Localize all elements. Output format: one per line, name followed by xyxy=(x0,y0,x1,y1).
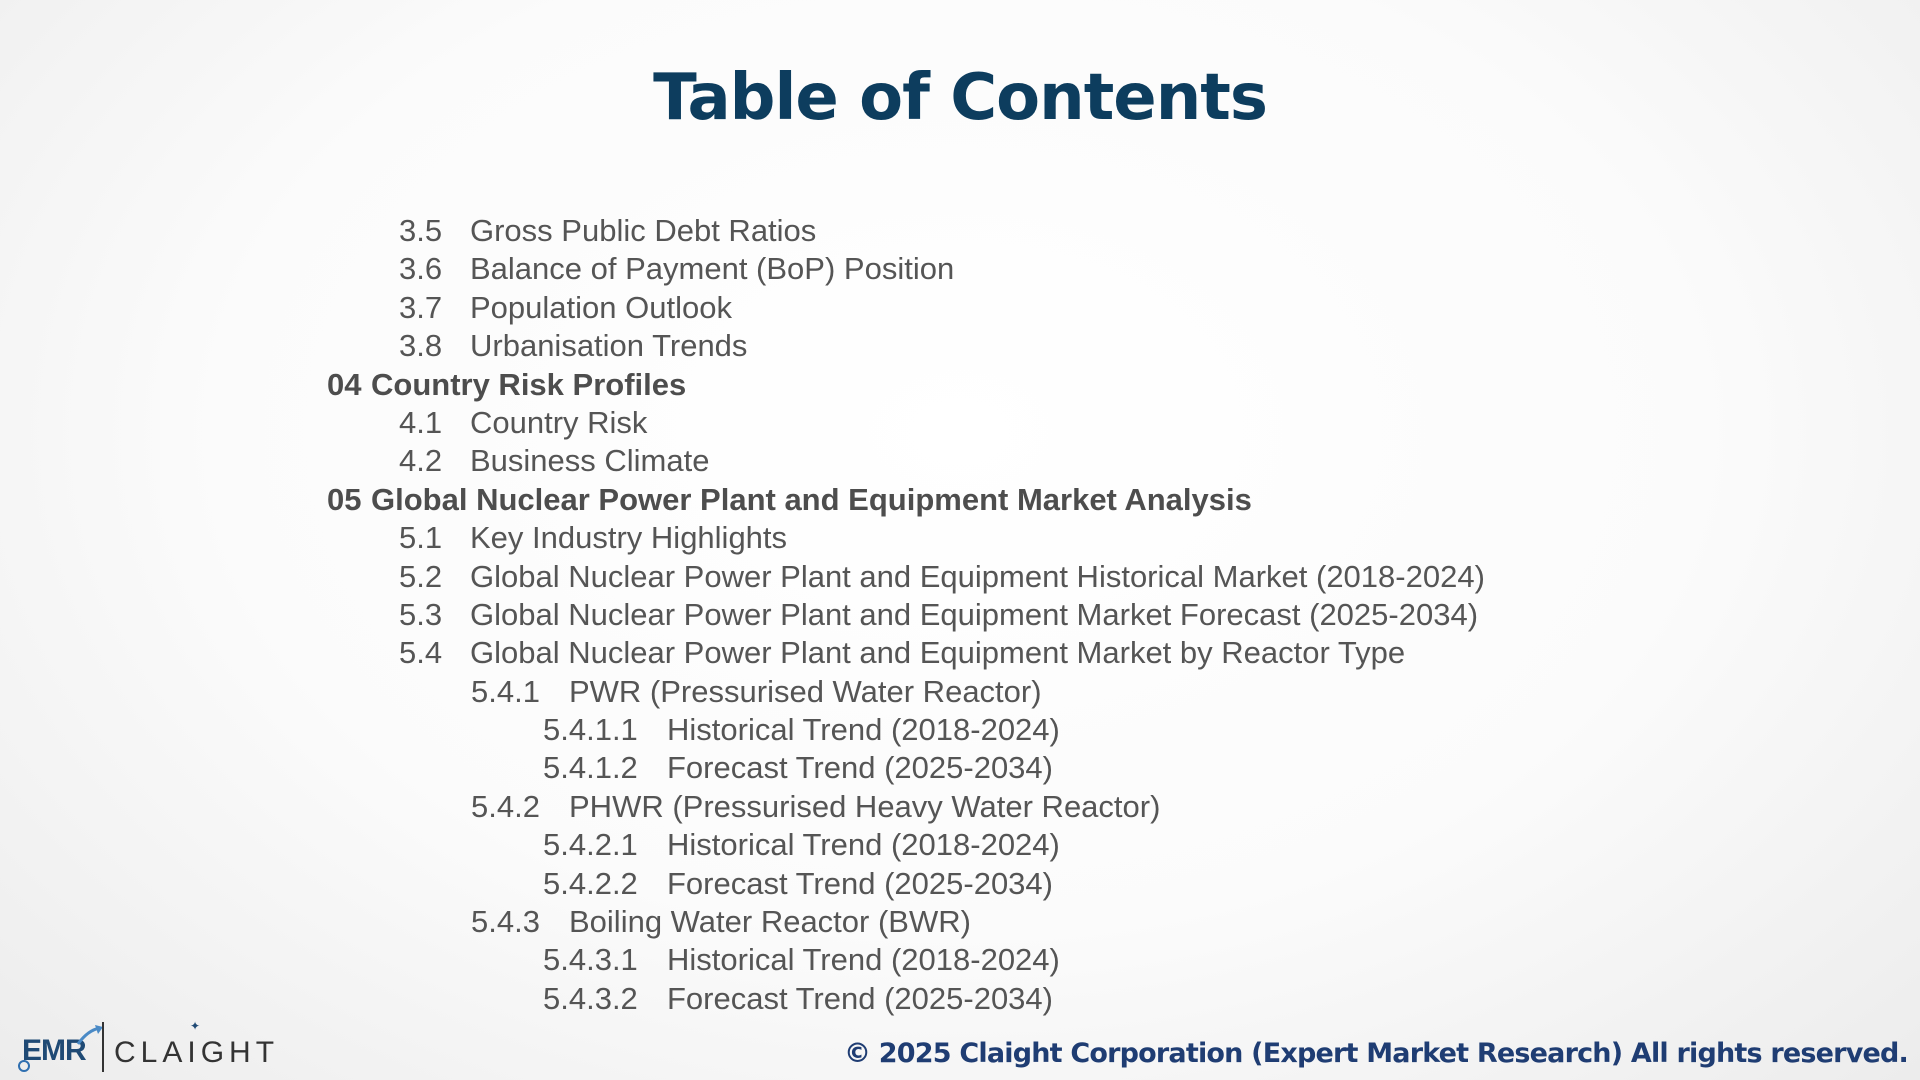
toc-entry xyxy=(0,212,1920,250)
toc-text: Key Industry Highlights xyxy=(470,520,788,556)
toc-entry xyxy=(0,250,1920,288)
toc-number: 5.4.2 xyxy=(471,788,540,824)
toc-text: Population Outlook xyxy=(470,289,732,325)
toc-number: 5.4.1.1 xyxy=(543,712,638,748)
toc-entry xyxy=(0,903,1920,941)
table-of-contents xyxy=(0,212,1920,1018)
toc-chapter xyxy=(0,481,1920,519)
toc-entry xyxy=(0,826,1920,864)
toc-number: 5.4.1 xyxy=(471,673,540,709)
toc-number: 5.4.2.1 xyxy=(543,827,638,863)
toc-text: Country Risk Profiles xyxy=(371,366,687,402)
toc-number: 3.7 xyxy=(399,289,443,325)
toc-text: Country Risk xyxy=(470,404,648,440)
logo-claight-text: CLAIGHT xyxy=(114,1036,280,1069)
toc-number: 5.4.3.1 xyxy=(543,942,638,978)
toc-number: 4.2 xyxy=(399,443,443,479)
copyright-notice: © 2025 Claight Corporation (Expert Market Research) All rights reserved. xyxy=(844,1038,1908,1069)
toc-number: 05 xyxy=(327,481,362,517)
toc-text: Forecast Trend (2025-2034) xyxy=(667,980,1053,1016)
toc-text: Urbanisation Trends xyxy=(470,328,748,364)
toc-number: 5.4.1.2 xyxy=(543,750,638,786)
toc-chapter xyxy=(0,366,1920,404)
toc-text: PWR (Pressurised Water Reactor) xyxy=(569,673,1042,709)
toc-number: 3.6 xyxy=(399,251,443,287)
toc-number: 5.4 xyxy=(399,635,443,671)
toc-number: 5.4.3.2 xyxy=(543,980,638,1016)
toc-text: Global Nuclear Power Plant and Equipment Market Forecast (2025-2034) xyxy=(470,596,1479,632)
toc-entry xyxy=(0,980,1920,1018)
page-title: Table of Contents xyxy=(653,61,1267,135)
toc-entry xyxy=(0,327,1920,365)
toc-entry xyxy=(0,596,1920,634)
toc-number: 4.1 xyxy=(399,404,443,440)
toc-number: 5.4.2.2 xyxy=(543,865,638,901)
toc-text: Global Nuclear Power Plant and Equipment Historical Market (2018-2024) xyxy=(470,558,1485,594)
toc-entry xyxy=(0,941,1920,979)
toc-text: Boiling Water Reactor (BWR) xyxy=(569,904,971,940)
toc-entry xyxy=(0,442,1920,480)
toc-entry xyxy=(0,673,1920,711)
toc-number: 5.2 xyxy=(399,558,443,594)
toc-text: Gross Public Debt Ratios xyxy=(470,213,817,248)
toc-number: 04 xyxy=(327,366,362,402)
toc-text: Global Nuclear Power Plant and Equipment Market by Reactor Type xyxy=(470,635,1406,671)
toc-entry xyxy=(0,634,1920,672)
toc-number: 5.3 xyxy=(399,596,443,632)
logo-emr-text: EMR xyxy=(22,1034,86,1067)
toc-text: Business Climate xyxy=(470,443,710,479)
toc-entry xyxy=(0,711,1920,749)
toc-text: Historical Trend (2018-2024) xyxy=(667,942,1060,978)
toc-entry xyxy=(0,404,1920,442)
toc-text: Global Nuclear Power Plant and Equipment Market Analysis xyxy=(371,481,1252,517)
logo-spark-icon: ✦ xyxy=(190,1019,201,1033)
company-logo xyxy=(18,1018,288,1078)
toc-entry xyxy=(0,519,1920,557)
logo-divider xyxy=(102,1022,104,1072)
toc-entry xyxy=(0,788,1920,826)
toc-text: Forecast Trend (2025-2034) xyxy=(667,865,1053,901)
toc-text: PHWR (Pressurised Heavy Water Reactor) xyxy=(569,788,1161,824)
toc-text: Historical Trend (2018-2024) xyxy=(667,712,1060,748)
toc-number: 5.4.3 xyxy=(471,904,540,940)
toc-entry xyxy=(0,558,1920,596)
toc-entry xyxy=(0,289,1920,327)
toc-number: 5.1 xyxy=(399,520,443,556)
toc-entry xyxy=(0,865,1920,903)
toc-entry xyxy=(0,749,1920,787)
toc-number: 3.8 xyxy=(399,328,443,364)
toc-text: Historical Trend (2018-2024) xyxy=(667,827,1060,863)
toc-number: 3.5 xyxy=(399,213,443,248)
toc-text: Forecast Trend (2025-2034) xyxy=(667,750,1053,786)
toc-text: Balance of Payment (BoP) Position xyxy=(470,251,955,287)
